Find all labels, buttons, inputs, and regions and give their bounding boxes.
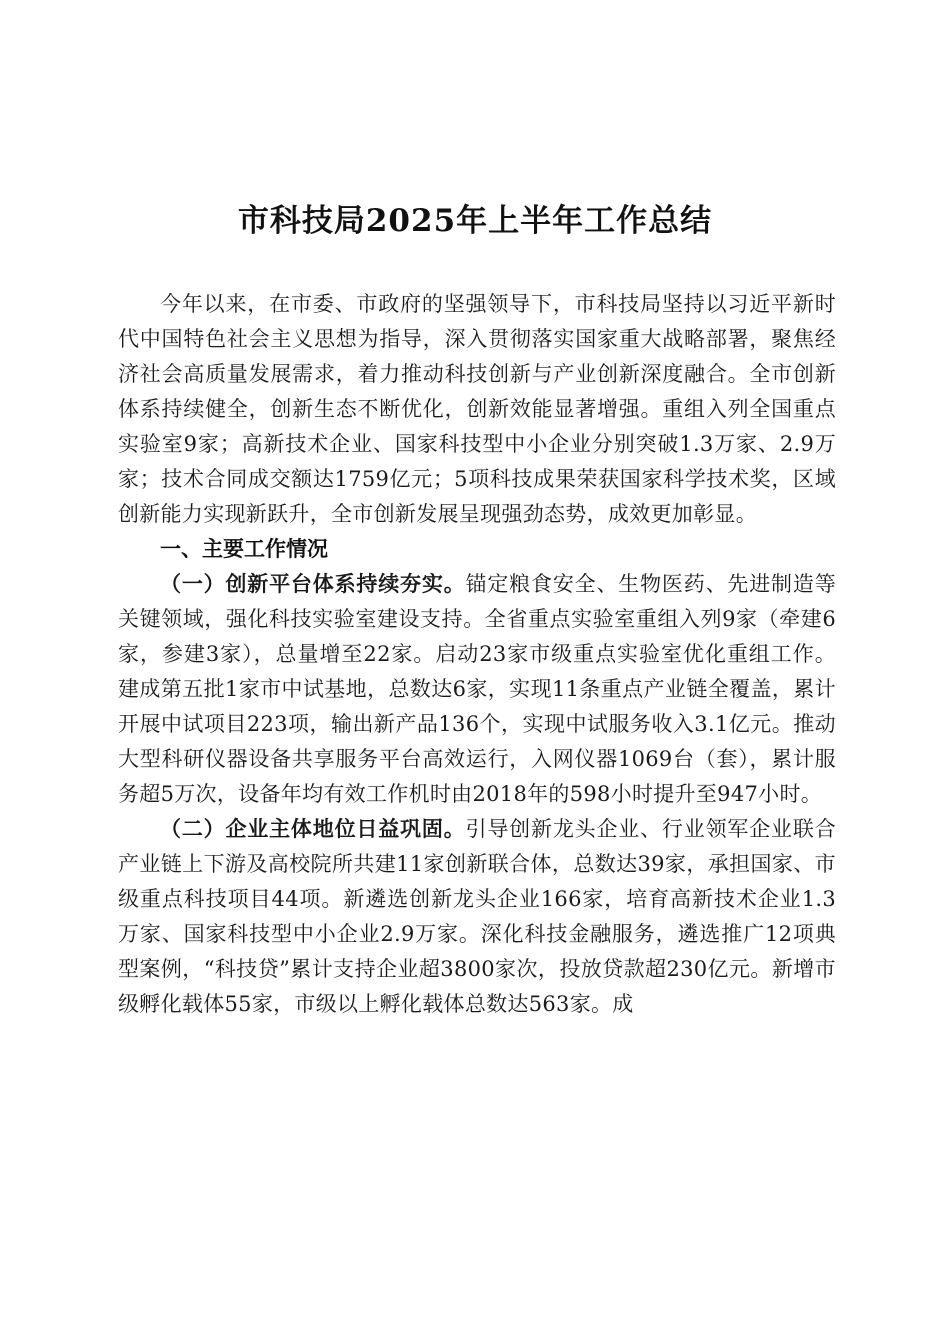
paragraph-lead-innovation-platform: （一）创新平台体系持续夯实。 [160,572,466,596]
intro-paragraph: 今年以来，在市委、市政府的坚强领导下，市科技局坚持以习近平新时代中国特色社会主义思想为指导，深入贯彻落实国家重大战略部署，聚焦经济社会高质量发展需求，着力推动科技创新与产业创新深度融合。全市创新体系持续健全，创新生态不断优化，创新效能显著增强。重组入列全国重点实验室9家；高新技术企业、国家科技型中小企业分别突破1.3万家、2.9万家；技术合同成交额达1759亿元；5项科技成果荣获国家科学技术奖，区域创新能力实现新跃升，全市创新发展呈现强劲态势，成效更加彰显。 [118,292,836,526]
section-heading-main-work: 一、主要工作情况 [160,537,328,561]
paragraph-innovation-platform [118,567,836,812]
paragraph-text-enterprise-role: 引导创新龙头企业、行业领军企业联合产业链上下游及高校院所共建11家创新联合体，总数达39家，承担国家、市级重点科技项目44项。新遴选创新龙头企业166家，培育高新技术企业1.3万家、国家科技型中小企业2.9万家。深化科技金融服务，遴选推广12项典型案例，“科技贷”累计支持企业超3800家次，投放贷款超230亿元。新增市级孵化载体55家，市级以上孵化载体总数达563家。成 [118,817,836,1016]
document-title: 市科技局2025年上半年工作总结 [237,203,713,239]
paragraph-lead-enterprise-role: （二）企业主体地位日益巩固。 [160,817,466,841]
document-body [118,287,836,1022]
paragraph-enterprise-role [118,812,836,1022]
paragraph-text-innovation-platform: 锚定粮食安全、生物医药、先进制造等关键领域，强化科技实验室建设支持。全省重点实验室重组入列9家（牵建6家，参建3家），总量增至22家。启动23家市级重点实验室优化重组工作。建成第五批1家市中试基地，总数达6家，实现11条重点产业链全覆盖，累计开展中试项目223项，输出新产品136个，实现中试服务收入3.1亿元。推动大型科研仪器设备共享服务平台高效运行，入网仪器1069台（套），累计服务超5万次，设备年均有效工作机时由2018年的598小时提升至947小时。 [118,572,836,806]
